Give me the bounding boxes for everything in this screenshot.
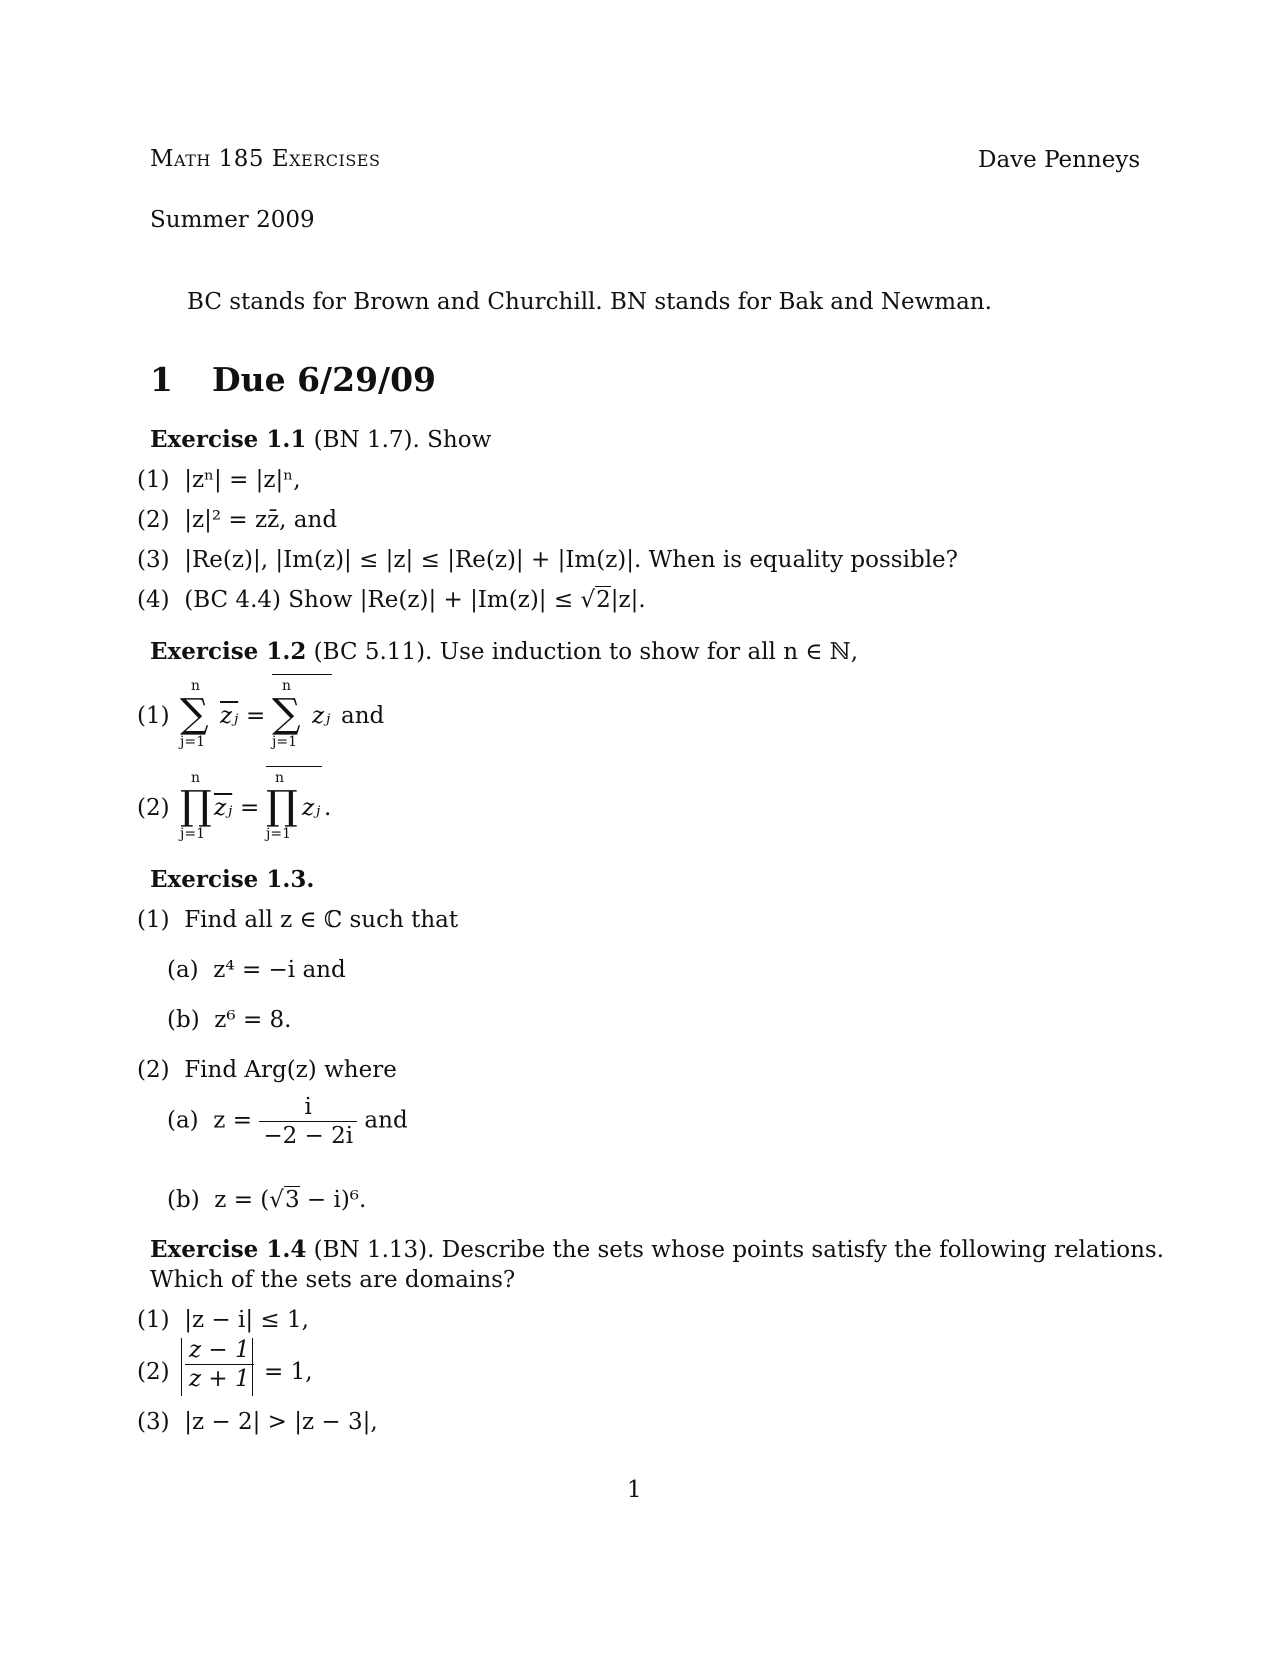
item-number: (1) <box>137 467 170 493</box>
period: . <box>324 795 332 821</box>
list-item <box>167 1186 366 1214</box>
conjugate-zj: $\overline{zⱼ}$ <box>214 795 233 821</box>
item-number: (3) <box>137 547 170 573</box>
term: Summer 2009 <box>150 207 315 233</box>
item-text: Find all z ∈ ℂ such that <box>184 907 459 933</box>
prod-upper-limit: n <box>191 770 201 786</box>
exercise-lead: Use induction to show for all n ∈ ℕ, <box>439 639 859 665</box>
item-number: (2) <box>137 1057 170 1083</box>
list-item <box>167 956 346 984</box>
list-item <box>137 1408 378 1436</box>
reference-note: BC stands for Brown and Churchill. BN stands for Bak and Newman. <box>187 289 992 315</box>
conjugate-bar <box>272 674 332 675</box>
list-item <box>137 906 458 934</box>
equals-sign: = <box>246 703 266 729</box>
and-word: and <box>341 703 385 729</box>
list-item <box>137 1306 309 1334</box>
item-text: z = ( <box>214 1187 270 1213</box>
item-text-tail: − i)⁶. <box>299 1187 367 1213</box>
exercise-1-4-heading <box>150 1236 1164 1264</box>
zj: zⱼ <box>312 703 331 729</box>
item-number: (1) <box>137 1307 170 1333</box>
item-text: |Re(z)|, |Im(z)| ≤ |z| ≤ |Re(z)| + |Im(z)|. When is equality possible? <box>184 547 958 573</box>
item-number: (1) <box>137 703 170 729</box>
product-sign: ∏ <box>266 783 298 829</box>
list-item <box>167 1093 408 1150</box>
item-text: |z|² = zz̄, and <box>184 507 338 533</box>
item-letter: (a) <box>167 957 199 983</box>
exercise-lead: Describe the sets whose points satisfy the following relations. <box>441 1237 1165 1263</box>
item-text: Find Arg(z) where <box>184 1057 397 1083</box>
denominator: −2 − 2i <box>263 1123 354 1149</box>
sqrt-radicand: 2 <box>596 587 611 613</box>
sqrt-radicand: 3 <box>284 1187 300 1213</box>
exercise-ref: (BC 5.11). <box>313 639 433 665</box>
sum-lower-limit: j=1 <box>272 734 297 750</box>
page-number: 1 <box>627 1477 642 1503</box>
item-text: |z − i| ≤ 1, <box>184 1307 309 1333</box>
numerator: i <box>259 1093 357 1122</box>
exercise-label: Exercise 1.1 <box>150 426 307 453</box>
item-number: (1) <box>137 907 170 933</box>
list-item <box>137 586 646 614</box>
section-number: 1 <box>150 360 173 399</box>
exercise-ref: (BN 1.13). <box>313 1237 435 1263</box>
fraction <box>259 1093 357 1150</box>
list-item <box>167 1006 291 1034</box>
exercise-ref: (BN 1.7). <box>313 427 420 453</box>
item-letter: (a) <box>167 1107 199 1134</box>
exercise-lead: Show <box>427 427 492 453</box>
item-number: (4) <box>137 587 170 613</box>
author-name: Dave Penneys <box>978 147 1141 173</box>
sum-sign: ∑ <box>180 691 209 737</box>
item-lhs: z = <box>213 1107 252 1134</box>
list-item <box>137 506 337 534</box>
abs-bar-right <box>252 1338 253 1396</box>
item-number: (3) <box>137 1409 170 1435</box>
list-item <box>137 466 301 494</box>
exercise-1-2-heading <box>150 638 858 666</box>
course-title: Math 185 Exercises <box>150 146 381 172</box>
list-item <box>137 1056 397 1084</box>
abs-bar-left <box>181 1338 182 1396</box>
item-number: (2) <box>137 507 170 533</box>
exercise-lead-cont: Which of the sets are domains? <box>150 1267 516 1293</box>
item-text: z⁶ = 8. <box>214 1007 292 1033</box>
section-title: Due 6/29/09 <box>212 360 437 399</box>
exercise-label: Exercise 1.2 <box>150 638 307 665</box>
sum-lower-limit: j=1 <box>180 734 205 750</box>
list-item <box>137 546 958 574</box>
item-text: |z − 2| > |z − 3|, <box>184 1409 378 1435</box>
sqrt-sign: √ <box>580 587 596 613</box>
conjugate-zj: $\overline{zⱼ}$ <box>220 703 239 729</box>
exercise-label: Exercise 1.4 <box>150 1236 307 1263</box>
denominator: z + 1 <box>189 1366 250 1392</box>
exercise-1-1-heading <box>150 426 491 454</box>
item-tail: and <box>364 1107 408 1134</box>
zj: zⱼ <box>302 795 321 821</box>
prod-lower-limit: j=1 <box>180 826 205 842</box>
item-letter: (b) <box>167 1007 200 1033</box>
conjugate-bar <box>266 766 322 767</box>
fraction <box>185 1336 254 1393</box>
numerator: z − 1 <box>185 1336 254 1365</box>
item-text: z⁴ = −i and <box>213 957 346 983</box>
equals-sign: = <box>240 795 260 821</box>
item-text: |zⁿ| = |z|ⁿ, <box>184 467 301 493</box>
sum-sign: ∑ <box>272 691 301 737</box>
item-text: (BC 4.4) Show |Re(z)| + |Im(z)| ≤ <box>184 587 581 613</box>
sum-upper-limit: n <box>282 678 292 694</box>
sum-upper-limit: n <box>191 678 201 694</box>
item-tail: = 1, <box>264 1359 313 1385</box>
item-number: (2) <box>137 1359 170 1385</box>
sqrt-sign: √ <box>269 1187 284 1213</box>
prod-lower-limit: j=1 <box>266 826 291 842</box>
product-sign: ∏ <box>180 783 212 829</box>
item-letter: (b) <box>167 1187 200 1213</box>
item-number: (2) <box>137 795 170 821</box>
exercise-1-3-heading: Exercise 1.3. <box>150 866 315 893</box>
prod-upper-limit: n <box>275 770 285 786</box>
item-text-tail: |z|. <box>610 587 646 613</box>
